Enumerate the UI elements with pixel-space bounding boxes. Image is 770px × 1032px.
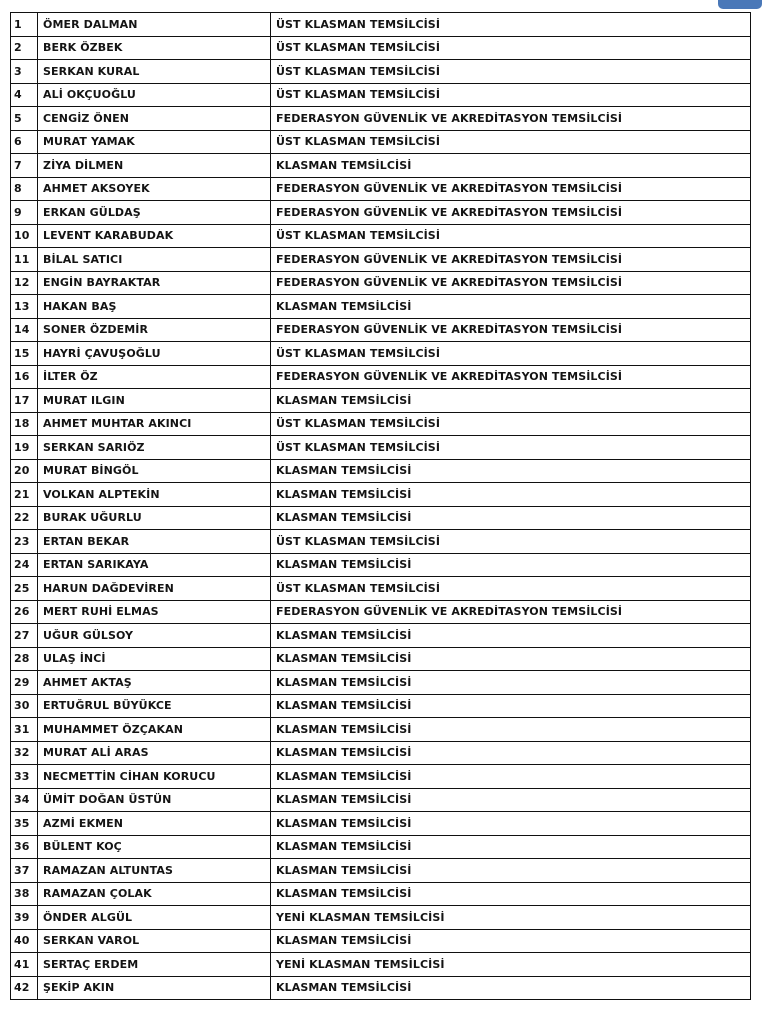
person-name-cell: AZMİ EKMEN	[38, 812, 271, 836]
person-name-cell: VOLKAN ALPTEKİN	[38, 483, 271, 507]
person-name-cell: ERTAN SARIKAYA	[38, 553, 271, 577]
row-number-cell: 3	[11, 60, 38, 84]
person-name-cell: ÖMER DALMAN	[38, 13, 271, 37]
role-cell: ÜST KLASMAN TEMSİLCİSİ	[271, 60, 751, 84]
role-cell: KLASMAN TEMSİLCİSİ	[271, 459, 751, 483]
row-number-cell: 18	[11, 412, 38, 436]
row-number-cell: 20	[11, 459, 38, 483]
role-cell: KLASMAN TEMSİLCİSİ	[271, 624, 751, 648]
role-cell: FEDERASYON GÜVENLİK VE AKREDİTASYON TEMSİLCİSİ	[271, 600, 751, 624]
person-name-cell: İLTER ÖZ	[38, 365, 271, 389]
role-cell: KLASMAN TEMSİLCİSİ	[271, 859, 751, 883]
table-row	[11, 600, 751, 624]
role-cell: KLASMAN TEMSİLCİSİ	[271, 812, 751, 836]
row-number-cell: 12	[11, 271, 38, 295]
person-name-cell: MURAT BİNGÖL	[38, 459, 271, 483]
table-row	[11, 694, 751, 718]
person-name-cell: ÜMİT DOĞAN ÜSTÜN	[38, 788, 271, 812]
table-row	[11, 929, 751, 953]
row-number-cell: 16	[11, 365, 38, 389]
table-row	[11, 436, 751, 460]
table-row	[11, 624, 751, 648]
role-cell: ÜST KLASMAN TEMSİLCİSİ	[271, 13, 751, 37]
row-number-cell: 27	[11, 624, 38, 648]
role-cell: KLASMAN TEMSİLCİSİ	[271, 506, 751, 530]
person-name-cell: ŞEKİP AKIN	[38, 976, 271, 1000]
table-row	[11, 318, 751, 342]
person-name-cell: CENGİZ ÖNEN	[38, 107, 271, 131]
row-number-cell: 8	[11, 177, 38, 201]
table-row	[11, 530, 751, 554]
role-cell: ÜST KLASMAN TEMSİLCİSİ	[271, 412, 751, 436]
row-number-cell: 31	[11, 718, 38, 742]
person-name-cell: RAMAZAN ALTUNTAS	[38, 859, 271, 883]
person-name-cell: ERKAN GÜLDAŞ	[38, 201, 271, 225]
row-number-cell: 4	[11, 83, 38, 107]
row-number-cell: 36	[11, 835, 38, 859]
role-cell: FEDERASYON GÜVENLİK VE AKREDİTASYON TEMSİLCİSİ	[271, 107, 751, 131]
row-number-cell: 24	[11, 553, 38, 577]
row-number-cell: 37	[11, 859, 38, 883]
role-cell: KLASMAN TEMSİLCİSİ	[271, 835, 751, 859]
person-name-cell: HAKAN BAŞ	[38, 295, 271, 319]
person-name-cell: ERTUĞRUL BÜYÜKCE	[38, 694, 271, 718]
roster-table-body	[11, 13, 751, 1000]
person-name-cell: UĞUR GÜLSOY	[38, 624, 271, 648]
table-row	[11, 671, 751, 695]
row-number-cell: 5	[11, 107, 38, 131]
row-number-cell: 19	[11, 436, 38, 460]
person-name-cell: BURAK UĞURLU	[38, 506, 271, 530]
role-cell: KLASMAN TEMSİLCİSİ	[271, 553, 751, 577]
role-cell: ÜST KLASMAN TEMSİLCİSİ	[271, 36, 751, 60]
table-row	[11, 389, 751, 413]
person-name-cell: BÜLENT KOÇ	[38, 835, 271, 859]
table-row	[11, 976, 751, 1000]
row-number-cell: 38	[11, 882, 38, 906]
role-cell: FEDERASYON GÜVENLİK VE AKREDİTASYON TEMSİLCİSİ	[271, 271, 751, 295]
person-name-cell: AHMET MUHTAR AKINCI	[38, 412, 271, 436]
role-cell: KLASMAN TEMSİLCİSİ	[271, 788, 751, 812]
person-name-cell: BİLAL SATICI	[38, 248, 271, 272]
table-row	[11, 13, 751, 37]
role-cell: YENİ KLASMAN TEMSİLCİSİ	[271, 906, 751, 930]
row-number-cell: 7	[11, 154, 38, 178]
table-row	[11, 788, 751, 812]
row-number-cell: 15	[11, 342, 38, 366]
person-name-cell: ZİYA DİLMEN	[38, 154, 271, 178]
row-number-cell: 42	[11, 976, 38, 1000]
person-name-cell: ENGİN BAYRAKTAR	[38, 271, 271, 295]
person-name-cell: ALİ OKÇUOĞLU	[38, 83, 271, 107]
table-row	[11, 201, 751, 225]
person-name-cell: SERKAN VAROL	[38, 929, 271, 953]
table-row	[11, 906, 751, 930]
row-number-cell: 32	[11, 741, 38, 765]
role-cell: KLASMAN TEMSİLCİSİ	[271, 694, 751, 718]
person-name-cell: HAYRİ ÇAVUŞOĞLU	[38, 342, 271, 366]
role-cell: KLASMAN TEMSİLCİSİ	[271, 765, 751, 789]
corner-tab-button[interactable]	[718, 0, 762, 9]
table-row	[11, 953, 751, 977]
person-name-cell: SERTAÇ ERDEM	[38, 953, 271, 977]
person-name-cell: SONER ÖZDEMİR	[38, 318, 271, 342]
table-row	[11, 36, 751, 60]
table-row	[11, 60, 751, 84]
row-number-cell: 22	[11, 506, 38, 530]
role-cell: ÜST KLASMAN TEMSİLCİSİ	[271, 436, 751, 460]
person-name-cell: MURAT ILGIN	[38, 389, 271, 413]
person-name-cell: AHMET AKSOYEK	[38, 177, 271, 201]
role-cell: ÜST KLASMAN TEMSİLCİSİ	[271, 530, 751, 554]
person-name-cell: SERKAN SARIÖZ	[38, 436, 271, 460]
table-row	[11, 107, 751, 131]
table-row	[11, 765, 751, 789]
role-cell: KLASMAN TEMSİLCİSİ	[271, 882, 751, 906]
role-cell: ÜST KLASMAN TEMSİLCİSİ	[271, 83, 751, 107]
table-row	[11, 459, 751, 483]
row-number-cell: 28	[11, 647, 38, 671]
person-name-cell: HARUN DAĞDEVİREN	[38, 577, 271, 601]
row-number-cell: 26	[11, 600, 38, 624]
role-cell: KLASMAN TEMSİLCİSİ	[271, 976, 751, 1000]
role-cell: FEDERASYON GÜVENLİK VE AKREDİTASYON TEMSİLCİSİ	[271, 201, 751, 225]
role-cell: KLASMAN TEMSİLCİSİ	[271, 483, 751, 507]
role-cell: ÜST KLASMAN TEMSİLCİSİ	[271, 224, 751, 248]
table-row	[11, 647, 751, 671]
person-name-cell: MUHAMMET ÖZÇAKAN	[38, 718, 271, 742]
row-number-cell: 23	[11, 530, 38, 554]
role-cell: YENİ KLASMAN TEMSİLCİSİ	[271, 953, 751, 977]
row-number-cell: 41	[11, 953, 38, 977]
row-number-cell: 13	[11, 295, 38, 319]
row-number-cell: 14	[11, 318, 38, 342]
table-row	[11, 718, 751, 742]
role-cell: KLASMAN TEMSİLCİSİ	[271, 154, 751, 178]
role-cell: FEDERASYON GÜVENLİK VE AKREDİTASYON TEMSİLCİSİ	[271, 248, 751, 272]
role-cell: KLASMAN TEMSİLCİSİ	[271, 718, 751, 742]
person-name-cell: BERK ÖZBEK	[38, 36, 271, 60]
role-cell: FEDERASYON GÜVENLİK VE AKREDİTASYON TEMSİLCİSİ	[271, 177, 751, 201]
table-row	[11, 483, 751, 507]
table-row	[11, 342, 751, 366]
table-row	[11, 577, 751, 601]
person-name-cell: MURAT YAMAK	[38, 130, 271, 154]
row-number-cell: 21	[11, 483, 38, 507]
table-row	[11, 365, 751, 389]
person-name-cell: ULAŞ İNCİ	[38, 647, 271, 671]
table-row	[11, 130, 751, 154]
table-row	[11, 506, 751, 530]
table-row	[11, 812, 751, 836]
row-number-cell: 30	[11, 694, 38, 718]
person-name-cell: ÖNDER ALGÜL	[38, 906, 271, 930]
row-number-cell: 2	[11, 36, 38, 60]
role-cell: KLASMAN TEMSİLCİSİ	[271, 647, 751, 671]
table-row	[11, 835, 751, 859]
table-row	[11, 224, 751, 248]
person-name-cell: NECMETTİN CİHAN KORUCU	[38, 765, 271, 789]
table-row	[11, 859, 751, 883]
person-name-cell: RAMAZAN ÇOLAK	[38, 882, 271, 906]
table-row	[11, 741, 751, 765]
role-cell: KLASMAN TEMSİLCİSİ	[271, 389, 751, 413]
role-cell: KLASMAN TEMSİLCİSİ	[271, 295, 751, 319]
table-row	[11, 412, 751, 436]
table-row	[11, 295, 751, 319]
row-number-cell: 11	[11, 248, 38, 272]
row-number-cell: 10	[11, 224, 38, 248]
table-row	[11, 248, 751, 272]
table-row	[11, 83, 751, 107]
person-name-cell: LEVENT KARABUDAK	[38, 224, 271, 248]
person-name-cell: ERTAN BEKAR	[38, 530, 271, 554]
person-name-cell: AHMET AKTAŞ	[38, 671, 271, 695]
row-number-cell: 1	[11, 13, 38, 37]
row-number-cell: 35	[11, 812, 38, 836]
role-cell: ÜST KLASMAN TEMSİLCİSİ	[271, 577, 751, 601]
row-number-cell: 33	[11, 765, 38, 789]
role-cell: FEDERASYON GÜVENLİK VE AKREDİTASYON TEMSİLCİSİ	[271, 318, 751, 342]
row-number-cell: 9	[11, 201, 38, 225]
table-row	[11, 553, 751, 577]
row-number-cell: 29	[11, 671, 38, 695]
row-number-cell: 39	[11, 906, 38, 930]
row-number-cell: 34	[11, 788, 38, 812]
role-cell: KLASMAN TEMSİLCİSİ	[271, 741, 751, 765]
table-row	[11, 177, 751, 201]
row-number-cell: 40	[11, 929, 38, 953]
row-number-cell: 6	[11, 130, 38, 154]
row-number-cell: 25	[11, 577, 38, 601]
role-cell: ÜST KLASMAN TEMSİLCİSİ	[271, 130, 751, 154]
role-cell: FEDERASYON GÜVENLİK VE AKREDİTASYON TEMSİLCİSİ	[271, 365, 751, 389]
table-row	[11, 882, 751, 906]
role-cell: KLASMAN TEMSİLCİSİ	[271, 929, 751, 953]
person-name-cell: SERKAN KURAL	[38, 60, 271, 84]
table-row	[11, 154, 751, 178]
table-row	[11, 271, 751, 295]
roster-table	[10, 12, 751, 1000]
row-number-cell: 17	[11, 389, 38, 413]
role-cell: ÜST KLASMAN TEMSİLCİSİ	[271, 342, 751, 366]
role-cell: KLASMAN TEMSİLCİSİ	[271, 671, 751, 695]
person-name-cell: MERT RUHİ ELMAS	[38, 600, 271, 624]
person-name-cell: MURAT ALİ ARAS	[38, 741, 271, 765]
